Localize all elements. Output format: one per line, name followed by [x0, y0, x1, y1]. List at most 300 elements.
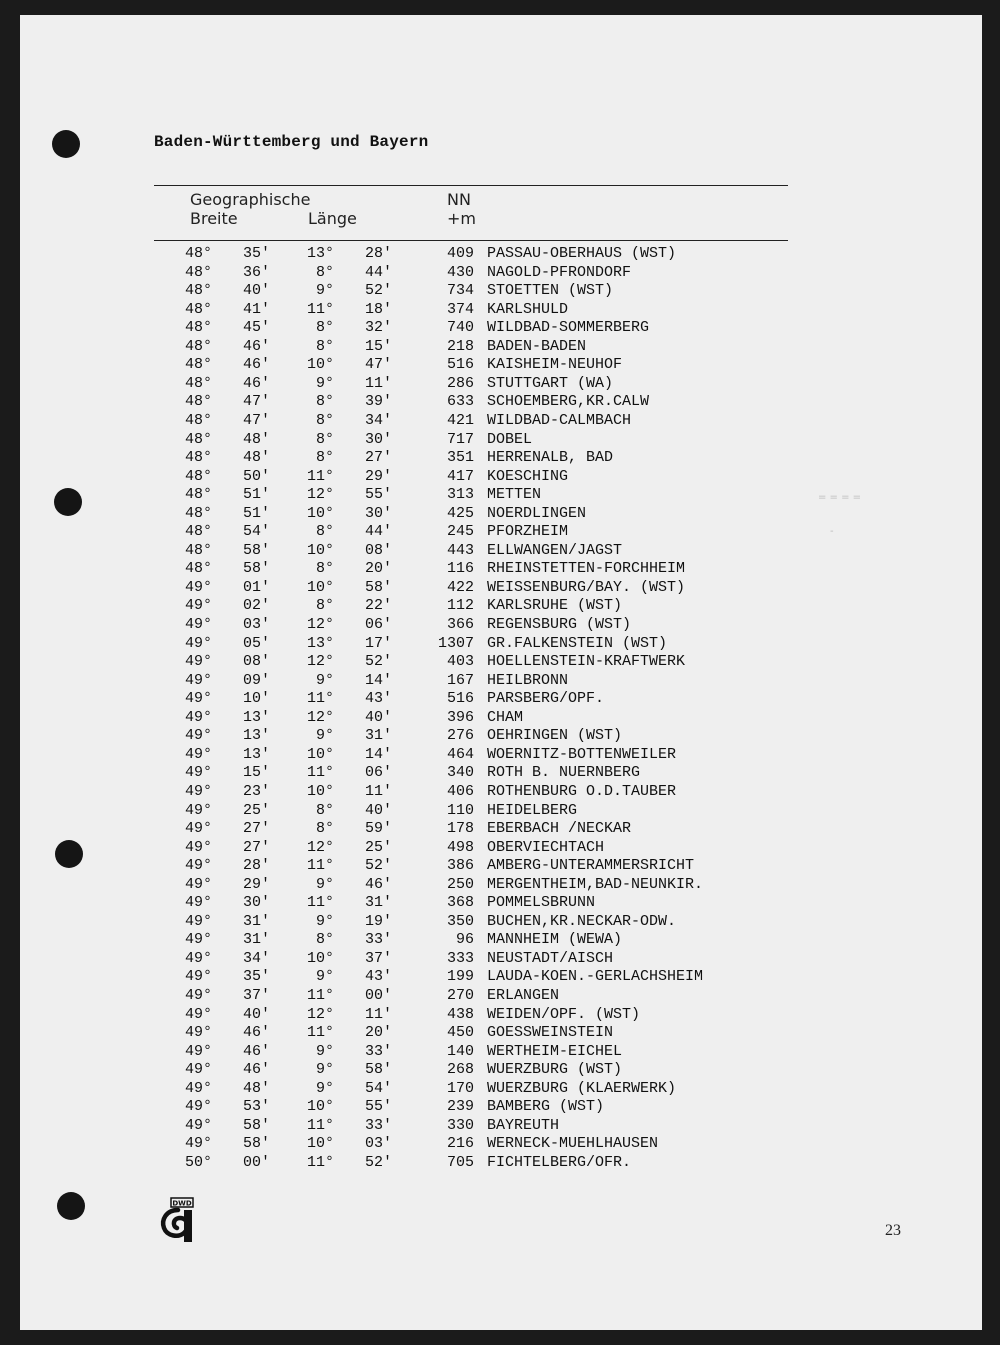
- altitude: 374: [446, 300, 474, 318]
- station-name: HEILBRONN: [487, 671, 569, 689]
- lon-minutes: 43′: [364, 968, 392, 986]
- lat-degrees: 49°: [184, 801, 212, 819]
- lon-degrees: 10°: [306, 504, 334, 522]
- lon-minutes: 52′: [364, 1153, 392, 1171]
- altitude: 218: [446, 337, 474, 355]
- lat-degrees: 49°: [184, 1024, 212, 1042]
- lon-minutes: 44′: [364, 263, 392, 281]
- lat-minutes: 46′: [242, 1042, 270, 1060]
- table-row: [0, 746, 1000, 765]
- header-nn: NN: [447, 190, 471, 209]
- lat-degrees: 48°: [184, 337, 212, 355]
- lon-degrees: 9°: [315, 282, 334, 300]
- lon-minutes: 25′: [364, 838, 392, 856]
- table-row: [0, 968, 1000, 987]
- lon-degrees: 9°: [315, 727, 334, 745]
- table-row: [0, 1061, 1000, 1080]
- lat-degrees: 48°: [184, 282, 212, 300]
- lon-degrees: 8°: [315, 319, 334, 337]
- table-row: [0, 245, 1000, 264]
- station-name: GR.FALKENSTEIN (WST): [487, 634, 668, 652]
- lon-degrees: 8°: [315, 801, 334, 819]
- lon-degrees: 10°: [306, 1135, 334, 1153]
- lat-minutes: 53′: [242, 1098, 270, 1116]
- lat-minutes: 58′: [242, 560, 270, 578]
- lon-degrees: 9°: [315, 968, 334, 986]
- table-row: [0, 616, 1000, 635]
- altitude: 438: [446, 1005, 474, 1023]
- lat-degrees: 49°: [184, 690, 212, 708]
- lat-minutes: 35′: [242, 968, 270, 986]
- lon-degrees: 8°: [315, 597, 334, 615]
- lat-degrees: 48°: [184, 374, 212, 392]
- lon-minutes: 33′: [364, 1116, 392, 1134]
- lat-minutes: 05′: [242, 634, 270, 652]
- lon-degrees: 11°: [306, 1116, 334, 1134]
- lat-minutes: 37′: [242, 987, 270, 1004]
- lon-minutes: 54′: [364, 1079, 392, 1097]
- table-row: [0, 1080, 1000, 1099]
- station-name: KARLSHULD: [487, 300, 569, 318]
- lon-minutes: 55′: [364, 1098, 392, 1116]
- lat-degrees: 49°: [184, 838, 212, 856]
- table-row: [0, 505, 1000, 524]
- table-row: [0, 1135, 1000, 1154]
- table-row: [0, 1006, 1000, 1025]
- lat-degrees: 49°: [184, 857, 212, 875]
- lat-minutes: 40′: [242, 282, 270, 300]
- lat-degrees: 49°: [184, 968, 212, 986]
- altitude: 705: [446, 1153, 474, 1171]
- lat-minutes: 46′: [242, 1061, 270, 1079]
- lat-minutes: 35′: [242, 245, 270, 262]
- altitude: 422: [446, 578, 474, 596]
- lon-minutes: 32′: [364, 319, 392, 337]
- lat-minutes: 54′: [242, 523, 270, 541]
- lon-minutes: 20′: [364, 560, 392, 578]
- table-row: [0, 653, 1000, 672]
- table-row: [0, 690, 1000, 709]
- table-row: [0, 468, 1000, 487]
- lon-minutes: 11′: [364, 374, 392, 392]
- lat-minutes: 31′: [242, 931, 270, 949]
- lat-minutes: 29′: [242, 875, 270, 893]
- altitude: 110: [446, 801, 474, 819]
- station-name: STUTTGART (WA): [487, 374, 614, 392]
- altitude: 116: [446, 560, 474, 578]
- punch-hole: [52, 130, 80, 158]
- station-name: LAUDA-KOEN.-GERLACHSHEIM: [487, 968, 704, 986]
- station-name: PASSAU-OBERHAUS (WST): [487, 245, 677, 262]
- table-row: [0, 1117, 1000, 1136]
- lat-degrees: 49°: [184, 894, 212, 912]
- altitude: 313: [446, 486, 474, 504]
- lon-degrees: 10°: [306, 1098, 334, 1116]
- station-name: CHAM: [487, 708, 524, 726]
- lon-degrees: 12°: [306, 838, 334, 856]
- lat-minutes: 58′: [242, 541, 270, 559]
- lat-minutes: 25′: [242, 801, 270, 819]
- lon-degrees: 8°: [315, 393, 334, 411]
- lat-minutes: 00′: [242, 1153, 270, 1171]
- lat-degrees: 49°: [184, 1005, 212, 1023]
- station-name: NEUSTADT/AISCH: [487, 949, 614, 967]
- lat-degrees: 49°: [184, 1116, 212, 1134]
- lon-degrees: 11°: [306, 300, 334, 318]
- lon-minutes: 31′: [364, 727, 392, 745]
- header-laenge: Länge: [308, 209, 357, 228]
- altitude: 409: [446, 245, 474, 262]
- altitude: 633: [446, 393, 474, 411]
- lat-degrees: 49°: [184, 820, 212, 838]
- page-title: Baden-Württemberg und Bayern: [154, 133, 429, 151]
- lon-minutes: 00′: [364, 987, 392, 1004]
- lat-degrees: 49°: [184, 782, 212, 800]
- lon-degrees: 10°: [306, 949, 334, 967]
- lat-degrees: 49°: [184, 597, 212, 615]
- header-breite: Breite: [190, 209, 238, 228]
- table-row: [0, 264, 1000, 283]
- lat-minutes: 27′: [242, 838, 270, 856]
- lon-degrees: 11°: [306, 1153, 334, 1171]
- table-row: [0, 839, 1000, 858]
- station-name: WUERZBURG (WST): [487, 1061, 623, 1079]
- altitude: 330: [446, 1116, 474, 1134]
- station-name: ROTHENBURG O.D.TAUBER: [487, 782, 677, 800]
- altitude: 276: [446, 727, 474, 745]
- header-geographische: Geographische: [190, 190, 311, 209]
- altitude: 366: [446, 616, 474, 633]
- altitude: 717: [446, 430, 474, 448]
- table-row: [0, 523, 1000, 542]
- lon-minutes: 39′: [364, 393, 392, 411]
- lon-degrees: 11°: [306, 467, 334, 485]
- table-row: [0, 783, 1000, 802]
- station-name: AMBERG-UNTERAMMERSRICHT: [487, 857, 695, 875]
- altitude: 368: [446, 894, 474, 912]
- lat-degrees: 48°: [184, 523, 212, 541]
- lon-degrees: 13°: [306, 634, 334, 652]
- lon-minutes: 31′: [364, 894, 392, 912]
- table-row: [0, 301, 1000, 320]
- lon-degrees: 8°: [315, 820, 334, 838]
- lat-degrees: 48°: [184, 411, 212, 429]
- lat-degrees: 48°: [184, 300, 212, 318]
- altitude: 245: [446, 523, 474, 541]
- lon-minutes: 52′: [364, 282, 392, 300]
- altitude: 430: [446, 263, 474, 281]
- lat-degrees: 49°: [184, 1079, 212, 1097]
- station-name: NOERDLINGEN: [487, 504, 587, 522]
- station-name: KOESCHING: [487, 467, 569, 485]
- lon-degrees: 11°: [306, 690, 334, 708]
- lon-minutes: 27′: [364, 449, 392, 467]
- altitude: 333: [446, 949, 474, 967]
- lat-minutes: 31′: [242, 912, 270, 930]
- lat-minutes: 34′: [242, 949, 270, 967]
- lon-degrees: 8°: [315, 337, 334, 355]
- lat-minutes: 09′: [242, 671, 270, 689]
- station-name: PFORZHEIM: [487, 523, 569, 541]
- lat-minutes: 46′: [242, 356, 270, 374]
- lon-minutes: 40′: [364, 801, 392, 819]
- lon-minutes: 14′: [364, 745, 392, 763]
- lon-minutes: 40′: [364, 708, 392, 726]
- lon-degrees: 9°: [315, 912, 334, 930]
- table-row: [0, 876, 1000, 895]
- lon-minutes: 20′: [364, 1024, 392, 1042]
- lon-degrees: 10°: [306, 782, 334, 800]
- lon-degrees: 11°: [306, 987, 334, 1004]
- lon-minutes: 22′: [364, 597, 392, 615]
- table-row: [0, 449, 1000, 468]
- lon-degrees: 12°: [306, 708, 334, 726]
- lon-degrees: 12°: [306, 653, 334, 671]
- lat-degrees: 49°: [184, 1042, 212, 1060]
- lon-minutes: 06′: [364, 764, 392, 782]
- lon-minutes: 08′: [364, 541, 392, 559]
- lon-minutes: 33′: [364, 931, 392, 949]
- station-name: RHEINSTETTEN-FORCHHEIM: [487, 560, 686, 578]
- altitude: 170: [446, 1079, 474, 1097]
- lon-minutes: 58′: [364, 578, 392, 596]
- altitude: 96: [455, 931, 474, 949]
- station-name: OEHRINGEN (WST): [487, 727, 623, 745]
- lat-degrees: 49°: [184, 727, 212, 745]
- table-row: [0, 820, 1000, 839]
- station-name: WERNECK-MUEHLHAUSEN: [487, 1135, 659, 1153]
- lat-degrees: 49°: [184, 634, 212, 652]
- page-number: 23: [885, 1222, 901, 1239]
- altitude: 216: [446, 1135, 474, 1153]
- table-row: [0, 338, 1000, 357]
- lat-degrees: 49°: [184, 653, 212, 671]
- altitude: 140: [446, 1042, 474, 1060]
- table-row: [0, 412, 1000, 431]
- lon-minutes: 34′: [364, 411, 392, 429]
- lon-minutes: 44′: [364, 523, 392, 541]
- lat-minutes: 08′: [242, 653, 270, 671]
- altitude: 516: [446, 690, 474, 708]
- lon-degrees: 8°: [315, 263, 334, 281]
- lon-degrees: 8°: [315, 560, 334, 578]
- lat-degrees: 49°: [184, 1135, 212, 1153]
- table-row: [0, 672, 1000, 691]
- lat-minutes: 13′: [242, 727, 270, 745]
- lat-minutes: 23′: [242, 782, 270, 800]
- lon-minutes: 14′: [364, 671, 392, 689]
- altitude: 199: [446, 968, 474, 986]
- altitude: 286: [446, 374, 474, 392]
- lon-minutes: 19′: [364, 912, 392, 930]
- lon-degrees: 9°: [315, 1079, 334, 1097]
- lat-degrees: 48°: [184, 430, 212, 448]
- lat-minutes: 02′: [242, 597, 270, 615]
- lon-degrees: 8°: [315, 523, 334, 541]
- station-name: POMMELSBRUNN: [487, 894, 596, 912]
- station-name: NAGOLD-PFRONDORF: [487, 263, 632, 281]
- station-name: GOESSWEINSTEIN: [487, 1024, 614, 1042]
- altitude: 421: [446, 411, 474, 429]
- lat-minutes: 51′: [242, 486, 270, 504]
- dwd-logo: [158, 1196, 198, 1244]
- altitude: 403: [446, 653, 474, 671]
- station-name: HEIDELBERG: [487, 801, 578, 819]
- dwd-logo-text: DWD: [172, 1199, 192, 1208]
- lat-minutes: 48′: [242, 449, 270, 467]
- station-name: PARSBERG/OPF.: [487, 690, 605, 708]
- station-name: EBERBACH /NECKAR: [487, 820, 632, 838]
- lat-degrees: 49°: [184, 745, 212, 763]
- table-row: [0, 894, 1000, 913]
- lat-degrees: 48°: [184, 393, 212, 411]
- altitude: 406: [446, 782, 474, 800]
- lat-minutes: 28′: [242, 857, 270, 875]
- station-name: HERRENALB, BAD: [487, 449, 614, 467]
- table-row: [0, 709, 1000, 728]
- lat-minutes: 15′: [242, 764, 270, 782]
- lon-degrees: 13°: [306, 245, 334, 262]
- lon-degrees: 8°: [315, 430, 334, 448]
- lat-degrees: 49°: [184, 931, 212, 949]
- table-row: [0, 1043, 1000, 1062]
- station-name: ROTH B. NUERNBERG: [487, 764, 641, 782]
- lat-minutes: 27′: [242, 820, 270, 838]
- lon-minutes: 17′: [364, 634, 392, 652]
- station-name: OBERVIECHTACH: [487, 838, 605, 856]
- lon-degrees: 12°: [306, 616, 334, 633]
- station-name: WILDBAD-SOMMERBERG: [487, 319, 650, 337]
- station-name: SCHOEMBERG,KR.CALW: [487, 393, 650, 411]
- lon-minutes: 52′: [364, 653, 392, 671]
- lon-minutes: 03′: [364, 1135, 392, 1153]
- lon-minutes: 11′: [364, 1005, 392, 1023]
- lat-minutes: 01′: [242, 578, 270, 596]
- lon-minutes: 47′: [364, 356, 392, 374]
- altitude: 268: [446, 1061, 474, 1079]
- lat-degrees: 49°: [184, 912, 212, 930]
- station-name: MERGENTHEIM,BAD-NEUNKIR.: [487, 875, 704, 893]
- lat-minutes: 36′: [242, 263, 270, 281]
- table-row: [0, 375, 1000, 394]
- station-name: WEISSENBURG/BAY. (WST): [487, 578, 686, 596]
- station-name: DOBEL: [487, 430, 533, 448]
- lon-degrees: 12°: [306, 486, 334, 504]
- table-row: [0, 393, 1000, 412]
- lat-minutes: 46′: [242, 337, 270, 355]
- table-row: [0, 950, 1000, 969]
- lon-minutes: 18′: [364, 300, 392, 318]
- station-name: ERLANGEN: [487, 987, 560, 1004]
- table-row: [0, 987, 1000, 1006]
- altitude: 351: [446, 449, 474, 467]
- lat-minutes: 46′: [242, 374, 270, 392]
- lat-minutes: 58′: [242, 1135, 270, 1153]
- table-row: [0, 597, 1000, 616]
- table-row: [0, 356, 1000, 375]
- altitude: 425: [446, 504, 474, 522]
- altitude: 167: [446, 671, 474, 689]
- table-row: [0, 764, 1000, 783]
- lon-minutes: 46′: [364, 875, 392, 893]
- table-row: [0, 802, 1000, 821]
- station-name: BUCHEN,KR.NECKAR-ODW.: [487, 912, 677, 930]
- table-row: [0, 560, 1000, 579]
- station-name: BAYREUTH: [487, 1116, 560, 1134]
- lat-minutes: 47′: [242, 393, 270, 411]
- lat-minutes: 30′: [242, 894, 270, 912]
- station-name: WOERNITZ-BOTTENWEILER: [487, 745, 677, 763]
- lat-degrees: 48°: [184, 560, 212, 578]
- lat-degrees: 49°: [184, 616, 212, 633]
- lat-minutes: 41′: [242, 300, 270, 318]
- lon-degrees: 11°: [306, 1024, 334, 1042]
- lon-degrees: 10°: [306, 541, 334, 559]
- table-row: [0, 857, 1000, 876]
- lat-degrees: 49°: [184, 875, 212, 893]
- station-name: WILDBAD-CALMBACH: [487, 411, 632, 429]
- lat-minutes: 03′: [242, 616, 270, 633]
- station-name: WERTHEIM-EICHEL: [487, 1042, 623, 1060]
- station-name: METTEN: [487, 486, 542, 504]
- lon-minutes: 58′: [364, 1061, 392, 1079]
- lat-minutes: 13′: [242, 745, 270, 763]
- lon-degrees: 8°: [315, 931, 334, 949]
- lon-degrees: 10°: [306, 356, 334, 374]
- altitude: 178: [446, 820, 474, 838]
- lon-minutes: 55′: [364, 486, 392, 504]
- altitude: 443: [446, 541, 474, 559]
- station-name: WEIDEN/OPF. (WST): [487, 1005, 641, 1023]
- station-name: KARLSRUHE (WST): [487, 597, 623, 615]
- lat-degrees: 48°: [184, 245, 212, 262]
- lon-degrees: 11°: [306, 894, 334, 912]
- altitude: 417: [446, 467, 474, 485]
- lat-degrees: 49°: [184, 708, 212, 726]
- lat-degrees: 48°: [184, 467, 212, 485]
- lat-minutes: 48′: [242, 1079, 270, 1097]
- altitude: 516: [446, 356, 474, 374]
- lat-degrees: 49°: [184, 1061, 212, 1079]
- lon-minutes: 37′: [364, 949, 392, 967]
- lon-degrees: 10°: [306, 578, 334, 596]
- lat-degrees: 48°: [184, 449, 212, 467]
- table-row: [0, 1154, 1000, 1173]
- lon-minutes: 30′: [364, 504, 392, 522]
- lon-minutes: 28′: [364, 245, 392, 262]
- lon-minutes: 43′: [364, 690, 392, 708]
- page-smudge: -: [830, 526, 834, 537]
- lat-degrees: 48°: [184, 356, 212, 374]
- lon-degrees: 11°: [306, 857, 334, 875]
- lat-degrees: 49°: [184, 949, 212, 967]
- station-name: ELLWANGEN/JAGST: [487, 541, 623, 559]
- lon-minutes: 30′: [364, 430, 392, 448]
- lat-minutes: 46′: [242, 1024, 270, 1042]
- punch-hole: [57, 1192, 85, 1220]
- table-row: [0, 1098, 1000, 1117]
- table-row: [0, 431, 1000, 450]
- lat-degrees: 50°: [184, 1153, 212, 1171]
- lat-minutes: 51′: [242, 504, 270, 522]
- lon-degrees: 9°: [315, 671, 334, 689]
- lat-minutes: 40′: [242, 1005, 270, 1023]
- lon-degrees: 9°: [315, 374, 334, 392]
- lat-minutes: 58′: [242, 1116, 270, 1134]
- lat-degrees: 49°: [184, 578, 212, 596]
- lat-minutes: 47′: [242, 411, 270, 429]
- altitude: 340: [446, 764, 474, 782]
